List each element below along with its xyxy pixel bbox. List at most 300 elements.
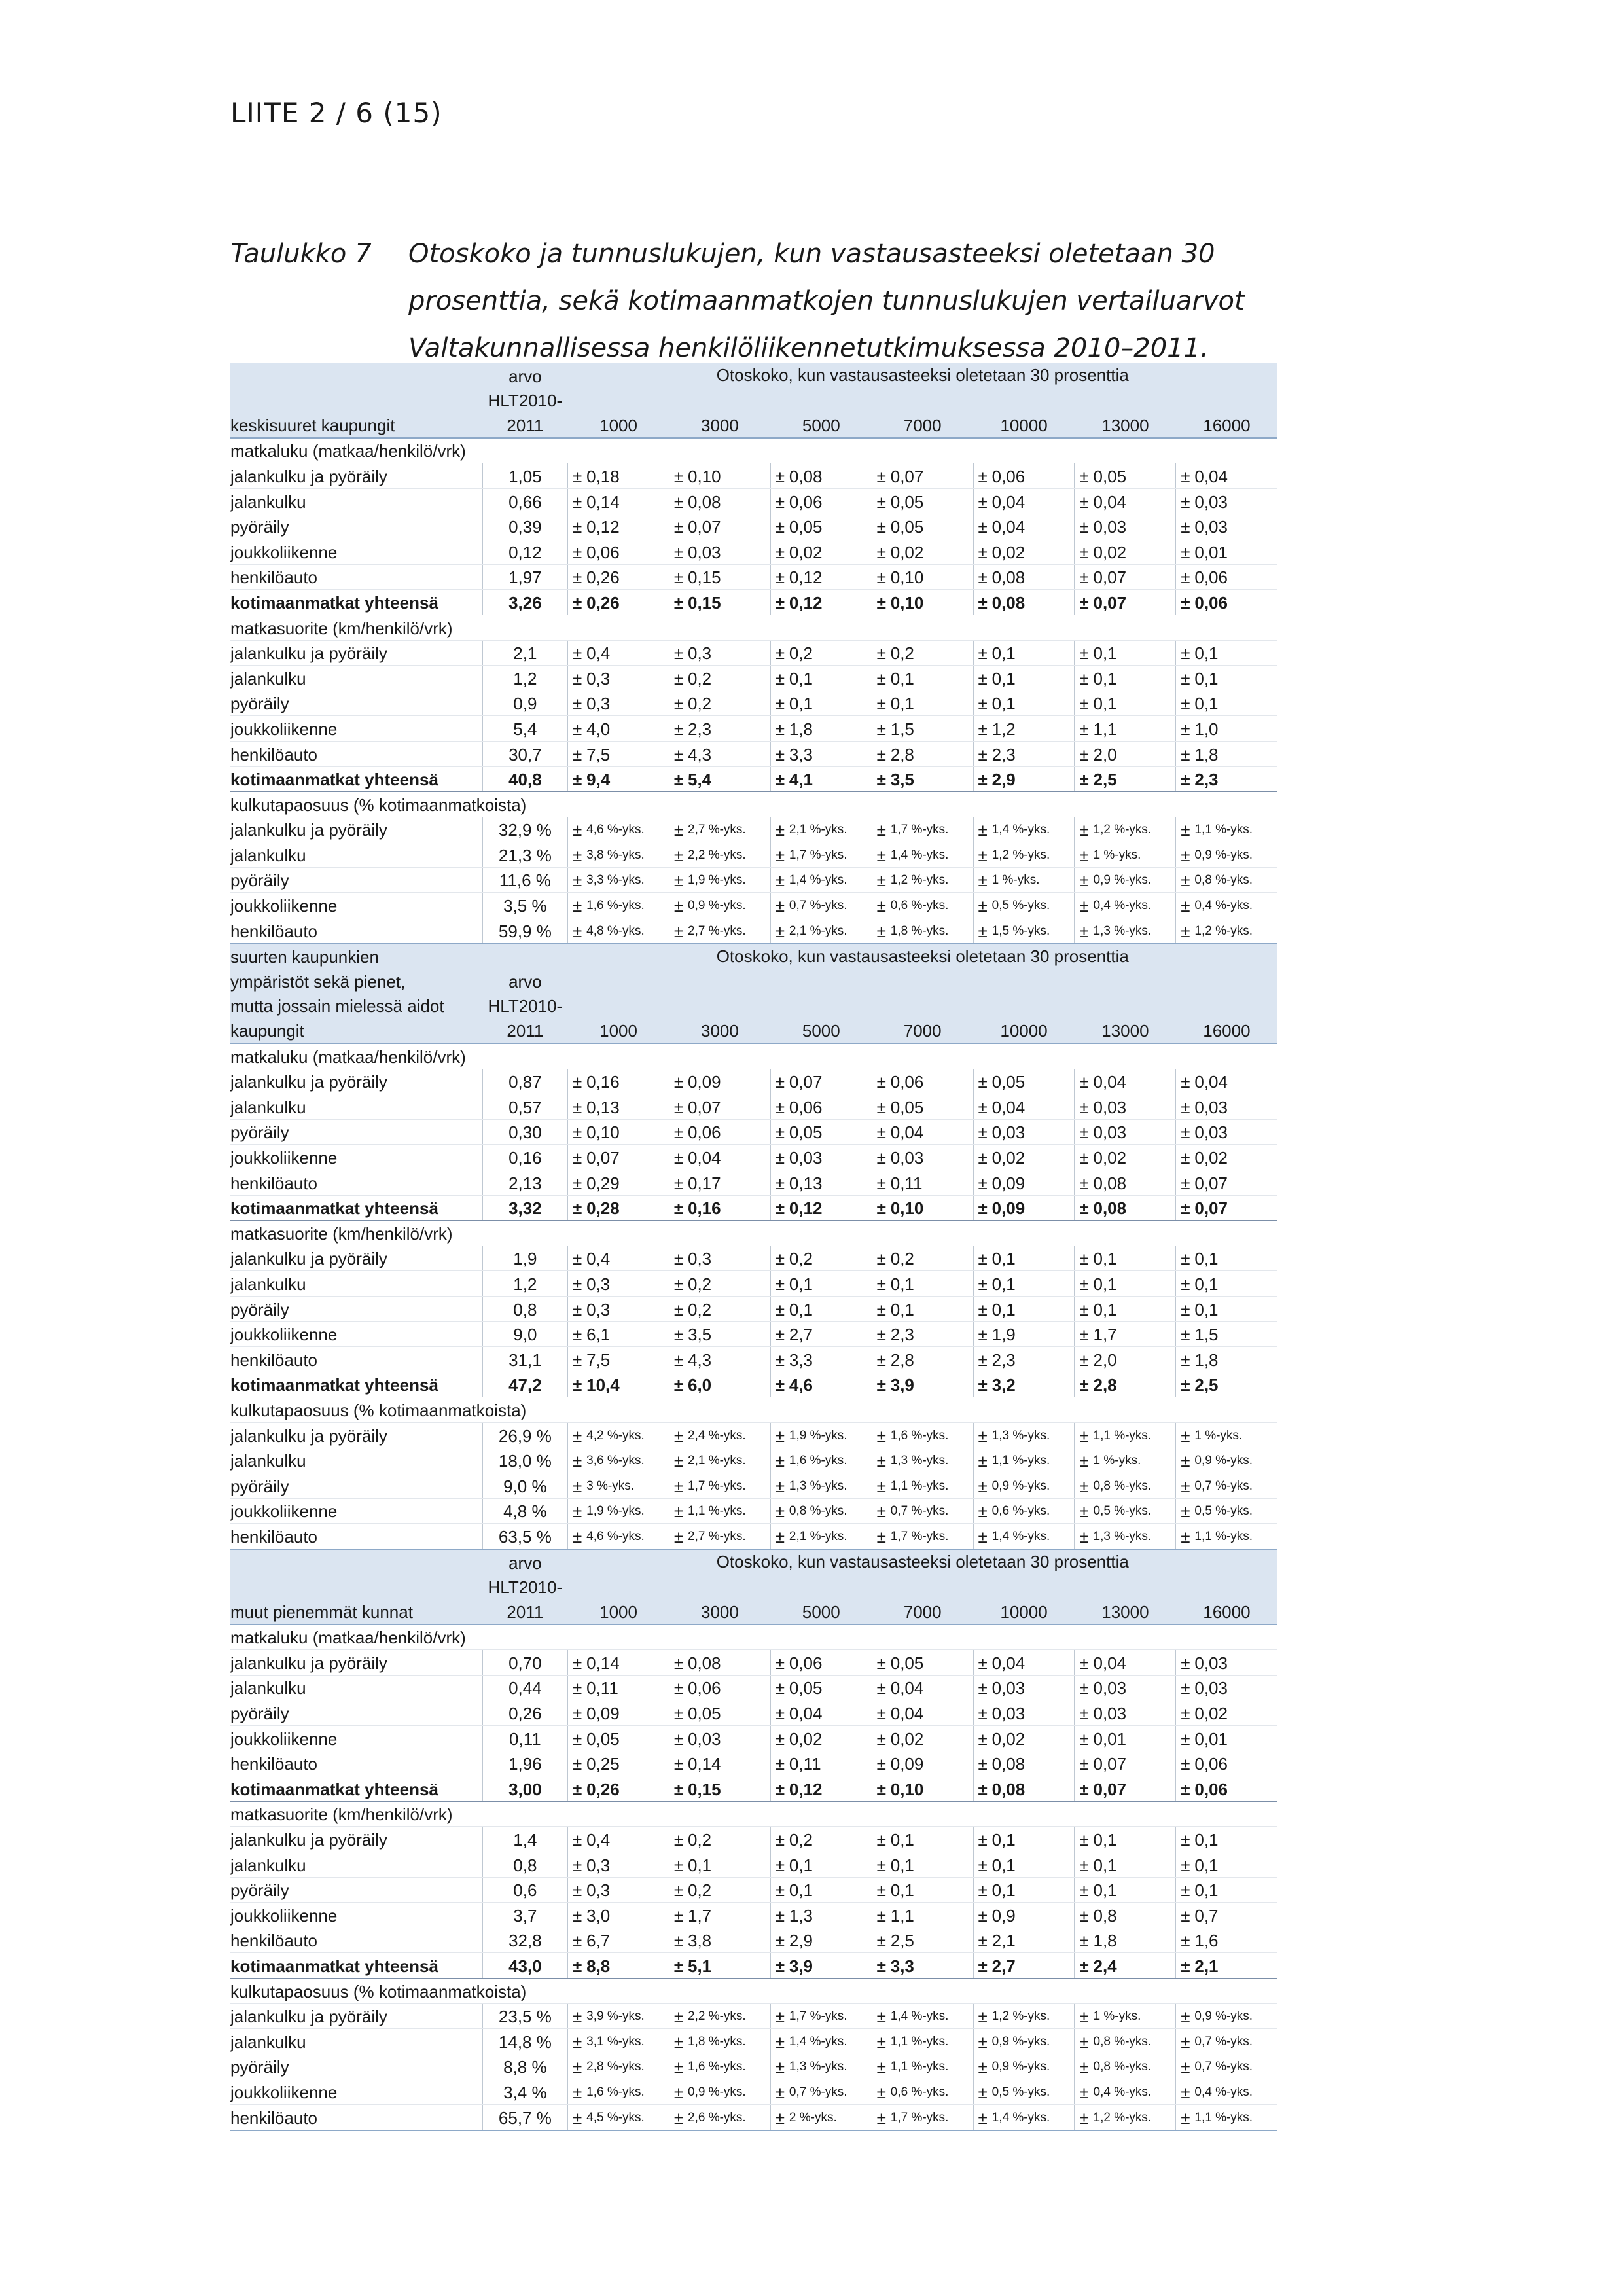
margin-of-error: 1 %-yks. (1094, 842, 1176, 868)
margin-of-error: 2,4 (1094, 1953, 1176, 1979)
row-label: jalankulku ja pyöräily (230, 640, 482, 666)
row-label: joukkoliikenne (230, 893, 482, 918)
plus-minus-sign: ± (1075, 2079, 1094, 2105)
margin-of-error: 8,8 (586, 1953, 669, 1979)
margin-of-error: 0,16 (586, 1069, 669, 1094)
plus-minus-sign: ± (1075, 564, 1094, 590)
plus-minus-sign: ± (568, 590, 587, 615)
row-label: pyöräily (230, 2054, 482, 2079)
margin-of-error: 1,1 %-yks. (992, 1448, 1075, 1473)
margin-of-error: 0,29 (586, 1170, 669, 1196)
plus-minus-sign: ± (1075, 1195, 1094, 1221)
plus-minus-sign: ± (568, 817, 587, 842)
empty-cell (872, 1043, 891, 1069)
row-label: pyöräily (230, 1119, 482, 1145)
plus-minus-sign: ± (1075, 1928, 1094, 1953)
table-row (230, 1903, 1277, 1928)
empty-cell (992, 1979, 1075, 2004)
margin-of-error: 0,03 (891, 1145, 973, 1170)
margin-of-error: 0,9 %-yks. (1194, 1448, 1277, 1473)
margin-of-error: 0,1 (992, 1271, 1075, 1297)
margin-of-error: 0,04 (992, 1094, 1075, 1120)
margin-of-error: 1 %-yks. (1094, 1448, 1176, 1473)
table-row (230, 488, 1277, 514)
row-label: joukkoliikenne (230, 716, 482, 742)
base-value: 0,57 (482, 1094, 567, 1120)
row-label: henkilöauto (230, 1170, 482, 1196)
plus-minus-sign: ± (872, 1852, 891, 1878)
plus-minus-sign: ± (568, 1271, 587, 1297)
plus-minus-sign: ± (1176, 463, 1195, 489)
margin-of-error: 0,06 (992, 463, 1075, 489)
margin-of-error: 0,2 (789, 1827, 872, 1852)
plus-minus-sign: ± (1176, 2003, 1195, 2029)
margin-of-error: 1,1 (1094, 716, 1176, 742)
base-value: 4,8 % (482, 1498, 567, 1524)
plus-minus-sign: ± (872, 1776, 891, 1802)
margin-of-error: 0,03 (1194, 488, 1277, 514)
table-row (230, 564, 1277, 590)
plus-minus-sign: ± (1176, 1928, 1195, 1953)
plus-minus-sign: ± (568, 1903, 587, 1928)
row-label: jalankulku (230, 842, 482, 868)
margin-of-error: 2,7 %-yks. (688, 817, 770, 842)
plus-minus-sign: ± (872, 463, 891, 489)
plus-minus-sign: ± (1176, 1498, 1195, 1524)
empty-cell (973, 1397, 992, 1423)
base-value: 0,16 (482, 1145, 567, 1170)
margin-of-error: 0,25 (586, 1751, 669, 1776)
plus-minus-sign: ± (1176, 1852, 1195, 1878)
margin-of-error: 1,4 %-yks. (891, 2003, 973, 2029)
margin-of-error: 0,09 (992, 1170, 1075, 1196)
margin-of-error: 0,11 (586, 1675, 669, 1700)
margin-of-error: 0,1 (789, 666, 872, 691)
base-value: 31,1 (482, 1347, 567, 1372)
margin-of-error: 2,2 %-yks. (688, 842, 770, 868)
table-row (230, 666, 1277, 691)
margin-of-error: 0,04 (1094, 488, 1176, 514)
empty-cell (770, 438, 789, 463)
table-row (230, 691, 1277, 716)
plus-minus-sign: ± (568, 1498, 587, 1524)
margin-of-error: 0,03 (1194, 1675, 1277, 1700)
margin-of-error: 0,03 (789, 1145, 872, 1170)
margin-of-error: 1,0 (1194, 716, 1277, 742)
margin-of-error: 0,13 (586, 1094, 669, 1120)
margin-of-error: 0,7 %-yks. (1194, 1473, 1277, 1499)
margin-of-error: 3,6 %-yks. (586, 1448, 669, 1473)
base-value: 1,2 (482, 666, 567, 691)
plus-minus-sign: ± (1176, 1145, 1195, 1170)
plus-minus-sign: ± (1176, 514, 1195, 539)
plus-minus-sign: ± (568, 1473, 587, 1499)
margin-of-error: 0,2 (688, 1296, 770, 1321)
plus-minus-sign: ± (1176, 893, 1195, 918)
margin-of-error: 0,2 (688, 666, 770, 691)
row-label: kotimaanmatkat yhteensä (230, 766, 482, 792)
plus-minus-sign: ± (973, 1347, 992, 1372)
base-value: 21,3 % (482, 842, 567, 868)
empty-cell (688, 1801, 770, 1827)
margin-of-error: 0,04 (1194, 1069, 1277, 1094)
sample-size-5000: 5000 (770, 1018, 872, 1043)
margin-of-error: 0,1 (891, 666, 973, 691)
margin-of-error: 0,11 (891, 1170, 973, 1196)
plus-minus-sign: ± (669, 741, 688, 766)
empty-cell (973, 438, 992, 463)
empty-cell (973, 1221, 992, 1246)
empty-cell (973, 615, 992, 640)
margin-of-error: 4,3 (688, 741, 770, 766)
base-value-header (482, 944, 567, 969)
plus-minus-sign: ± (973, 716, 992, 742)
margin-of-error: 0,2 (891, 1246, 973, 1271)
plus-minus-sign: ± (669, 1498, 688, 1524)
plus-minus-sign: ± (973, 817, 992, 842)
margin-of-error: 3,9 %-yks. (586, 2003, 669, 2029)
group-title-row (230, 438, 1277, 463)
empty-cell (872, 792, 891, 817)
margin-of-error: 2,8 (891, 1347, 973, 1372)
margin-of-error: 1,7 %-yks. (688, 1473, 770, 1499)
table-row (230, 1448, 1277, 1473)
plus-minus-sign: ± (1075, 1321, 1094, 1347)
margin-of-error: 0,01 (1194, 1726, 1277, 1751)
margin-of-error: 1,4 %-yks. (992, 817, 1075, 842)
empty-cell (789, 1043, 872, 1069)
plus-minus-sign: ± (669, 1675, 688, 1700)
table-row (230, 1498, 1277, 1524)
margin-of-error: 0,08 (992, 564, 1075, 590)
plus-minus-sign: ± (872, 2079, 891, 2105)
plus-minus-sign: ± (1176, 1321, 1195, 1347)
empty-cell (770, 1979, 789, 2004)
plus-minus-sign: ± (973, 1296, 992, 1321)
plus-minus-sign: ± (1176, 867, 1195, 893)
plus-minus-sign: ± (568, 1170, 587, 1196)
plus-minus-sign: ± (872, 1953, 891, 1979)
margin-of-error: 1,1 (891, 1903, 973, 1928)
empty-cell (586, 1397, 669, 1423)
table-row (230, 1751, 1277, 1776)
margin-of-error: 0,1 (1194, 1852, 1277, 1878)
plus-minus-sign: ± (1176, 1953, 1195, 1979)
margin-of-error: 3,8 %-yks. (586, 842, 669, 868)
plus-minus-sign: ± (872, 1903, 891, 1928)
margin-of-error: 1,7 (1094, 1321, 1176, 1347)
empty-cell (891, 792, 973, 817)
plus-minus-sign: ± (1176, 2054, 1195, 2079)
table-row (230, 1347, 1277, 1372)
base-value: 0,12 (482, 539, 567, 565)
table-row (230, 1145, 1277, 1170)
empty-cell (891, 1801, 973, 1827)
plus-minus-sign: ± (770, 1726, 789, 1751)
plus-minus-sign: ± (770, 1422, 789, 1448)
margin-of-error: 0,02 (789, 539, 872, 565)
empty-cell (1075, 1979, 1094, 2004)
plus-minus-sign: ± (770, 741, 789, 766)
margin-of-error: 0,05 (992, 1069, 1075, 1094)
margin-of-error: 2,8 (1094, 1372, 1176, 1397)
row-label: jalankulku (230, 1448, 482, 1473)
margin-of-error: 2,9 (992, 766, 1075, 792)
plus-minus-sign: ± (669, 1347, 688, 1372)
margin-of-error: 0,8 %-yks. (789, 1498, 872, 1524)
margin-of-error: 2,1 %-yks. (789, 817, 872, 842)
base-value-header: HLT2010- (482, 388, 567, 413)
margin-of-error: 0,4 (586, 1827, 669, 1852)
margin-of-error: 1,3 %-yks. (1094, 1524, 1176, 1549)
margin-of-error: 0,02 (891, 1726, 973, 1751)
margin-of-error: 0,1 (1194, 1827, 1277, 1852)
table-row (230, 1726, 1277, 1751)
margin-of-error: 0,01 (1194, 539, 1277, 565)
plus-minus-sign: ± (872, 1119, 891, 1145)
margin-of-error: 0,1 (992, 666, 1075, 691)
base-value: 8,8 % (482, 2054, 567, 2079)
empty-cell (1194, 1043, 1277, 1069)
empty-cell (872, 438, 891, 463)
margin-of-error: 0,04 (688, 1145, 770, 1170)
margin-of-error: 2,8 %-yks. (586, 2054, 669, 2079)
margin-of-error: 0,08 (992, 590, 1075, 615)
plus-minus-sign: ± (1176, 1271, 1195, 1297)
plus-minus-sign: ± (973, 2003, 992, 2029)
margin-of-error: 3,0 (586, 1903, 669, 1928)
plus-minus-sign: ± (568, 2029, 587, 2054)
margin-of-error: 2,1 %-yks. (789, 1524, 872, 1549)
margin-of-error: 0,3 (688, 1246, 770, 1271)
row-label: henkilöauto (230, 1524, 482, 1549)
area-label: keskisuuret kaupungit (230, 412, 482, 438)
area-table (230, 944, 1277, 1550)
margin-of-error: 1,7 (688, 1903, 770, 1928)
plus-minus-sign: ± (770, 488, 789, 514)
statistics-tables (230, 363, 1277, 2131)
sample-size-16000: 16000 (1176, 1018, 1277, 1043)
margin-of-error: 0,07 (688, 1094, 770, 1120)
plus-minus-sign: ± (973, 564, 992, 590)
plus-minus-sign: ± (872, 539, 891, 565)
empty-cell (669, 1397, 688, 1423)
margin-of-error: 0,14 (586, 1650, 669, 1676)
sample-size-header: Otoskoko, kun vastausasteeksi oletetaan 30 prosenttia (568, 363, 1277, 388)
empty-cell (789, 1801, 872, 1827)
plus-minus-sign: ± (1075, 1650, 1094, 1676)
row-label: kotimaanmatkat yhteensä (230, 1372, 482, 1397)
row-label: henkilöauto (230, 918, 482, 944)
group-title: matkaluku (matkaa/henkilö/vrk) (230, 1043, 586, 1069)
plus-minus-sign: ± (1075, 1296, 1094, 1321)
empty-cell (789, 1979, 872, 2004)
table-row (230, 741, 1277, 766)
margin-of-error: 3,5 (891, 766, 973, 792)
table-row (230, 1170, 1277, 1196)
margin-of-error: 0,3 (586, 691, 669, 716)
margin-of-error: 5,1 (688, 1953, 770, 1979)
plus-minus-sign: ± (1075, 1903, 1094, 1928)
plus-minus-sign: ± (1075, 1776, 1094, 1802)
plus-minus-sign: ± (973, 741, 992, 766)
plus-minus-sign: ± (770, 1498, 789, 1524)
total-row (230, 1953, 1277, 1979)
plus-minus-sign: ± (1075, 640, 1094, 666)
plus-minus-sign: ± (973, 1700, 992, 1726)
sample-size-header: Otoskoko, kun vastausasteeksi oletetaan 30 prosenttia (568, 1550, 1277, 1575)
plus-minus-sign: ± (669, 1069, 688, 1094)
plus-minus-sign: ± (669, 463, 688, 489)
plus-minus-sign: ± (973, 1069, 992, 1094)
plus-minus-sign: ± (669, 1776, 688, 1802)
margin-of-error: 0,05 (1094, 463, 1176, 489)
empty-cell (770, 1043, 789, 1069)
plus-minus-sign: ± (872, 2029, 891, 2054)
margin-of-error: 0,7 %-yks. (789, 2079, 872, 2105)
plus-minus-sign: ± (1075, 1827, 1094, 1852)
table-row (230, 514, 1277, 539)
table-row (230, 539, 1277, 565)
sample-size-7000: 7000 (872, 1018, 973, 1043)
plus-minus-sign: ± (1176, 1069, 1195, 1094)
plus-minus-sign: ± (669, 2054, 688, 2079)
plus-minus-sign: ± (770, 918, 789, 944)
empty-cell (1176, 1624, 1195, 1650)
plus-minus-sign: ± (1176, 640, 1195, 666)
margin-of-error: 6,0 (688, 1372, 770, 1397)
row-label: jalankulku (230, 2029, 482, 2054)
plus-minus-sign: ± (1176, 1726, 1195, 1751)
plus-minus-sign: ± (770, 1650, 789, 1676)
plus-minus-sign: ± (568, 2003, 587, 2029)
margin-of-error: 0,07 (789, 1069, 872, 1094)
empty-cell (669, 1043, 688, 1069)
margin-of-error: 4,6 %-yks. (586, 817, 669, 842)
base-value: 0,30 (482, 1119, 567, 1145)
plus-minus-sign: ± (669, 1650, 688, 1676)
plus-minus-sign: ± (669, 2003, 688, 2029)
margin-of-error: 1,6 (1194, 1928, 1277, 1953)
row-label: jalankulku ja pyöräily (230, 1650, 482, 1676)
sample-size-3000: 3000 (669, 412, 770, 438)
plus-minus-sign: ± (1075, 867, 1094, 893)
margin-of-error: 0,11 (789, 1751, 872, 1776)
plus-minus-sign: ± (872, 1170, 891, 1196)
plus-minus-sign: ± (872, 1650, 891, 1676)
plus-minus-sign: ± (1176, 1700, 1195, 1726)
empty-cell (688, 1624, 770, 1650)
plus-minus-sign: ± (669, 640, 688, 666)
margin-of-error: 0,8 %-yks. (1194, 867, 1277, 893)
empty-cell (891, 1043, 973, 1069)
empty-cell (770, 792, 789, 817)
plus-minus-sign: ± (568, 1877, 587, 1903)
margin-of-error: 0,10 (891, 564, 973, 590)
plus-minus-sign: ± (1075, 691, 1094, 716)
margin-of-error: 0,8 (1094, 1903, 1176, 1928)
plus-minus-sign: ± (872, 1372, 891, 1397)
margin-of-error: 0,9 %-yks. (688, 2079, 770, 2105)
margin-of-error: 0,05 (789, 1675, 872, 1700)
plus-minus-sign: ± (669, 1700, 688, 1726)
margin-of-error: 0,1 (992, 1852, 1075, 1878)
plus-minus-sign: ± (770, 1524, 789, 1549)
plus-minus-sign: ± (973, 1751, 992, 1776)
base-value: 1,9 (482, 1246, 567, 1271)
margin-of-error: 0,06 (1194, 564, 1277, 590)
margin-of-error: 0,06 (789, 488, 872, 514)
margin-of-error: 1,1 %-yks. (688, 1498, 770, 1524)
empty-cell (891, 1624, 973, 1650)
plus-minus-sign: ± (669, 1246, 688, 1271)
plus-minus-sign: ± (669, 691, 688, 716)
margin-of-error: 1,1 %-yks. (891, 2054, 973, 2079)
area-label (230, 388, 482, 413)
base-value: 5,4 (482, 716, 567, 742)
row-label: jalankulku (230, 488, 482, 514)
margin-of-error: 0,1 (992, 640, 1075, 666)
margin-of-error: 0,2 (789, 640, 872, 666)
margin-of-error: 0,10 (891, 1195, 973, 1221)
margin-of-error: 0,04 (891, 1675, 973, 1700)
table-row (230, 2054, 1277, 2079)
margin-of-error: 0,1 (1194, 1271, 1277, 1297)
plus-minus-sign: ± (568, 1145, 587, 1170)
empty-cell (688, 438, 770, 463)
plus-minus-sign: ± (770, 590, 789, 615)
base-value-header: HLT2010- (482, 1575, 567, 1600)
plus-minus-sign: ± (669, 1524, 688, 1549)
header-row (230, 994, 1277, 1018)
empty-cell (1075, 1397, 1094, 1423)
margin-of-error: 0,08 (1094, 1195, 1176, 1221)
base-value: 0,87 (482, 1069, 567, 1094)
plus-minus-sign: ± (872, 741, 891, 766)
plus-minus-sign: ± (568, 1246, 587, 1271)
empty-cell (992, 1624, 1075, 1650)
sample-size-10000: 10000 (973, 412, 1075, 438)
margin-of-error: 1 %-yks. (1194, 1422, 1277, 1448)
row-label: jalankulku (230, 1675, 482, 1700)
base-value: 1,05 (482, 463, 567, 489)
margin-of-error: 6,7 (586, 1928, 669, 1953)
plus-minus-sign: ± (872, 564, 891, 590)
plus-minus-sign: ± (669, 1296, 688, 1321)
row-label: jalankulku ja pyöräily (230, 1069, 482, 1094)
group-title: matkasuorite (km/henkilö/vrk) (230, 1801, 586, 1827)
table-row (230, 1928, 1277, 1953)
row-label: henkilöauto (230, 1928, 482, 1953)
margin-of-error: 0,03 (992, 1119, 1075, 1145)
margin-of-error: 1,6 %-yks. (891, 1422, 973, 1448)
margin-of-error: 0,14 (586, 488, 669, 514)
plus-minus-sign: ± (1075, 1852, 1094, 1878)
empty-cell (669, 1624, 688, 1650)
margin-of-error: 0,1 (1194, 666, 1277, 691)
group-title: matkaluku (matkaa/henkilö/vrk) (230, 438, 586, 463)
table-row (230, 1524, 1277, 1549)
empty-cell (669, 792, 688, 817)
base-value: 0,8 (482, 1852, 567, 1878)
row-label: pyöräily (230, 1700, 482, 1726)
plus-minus-sign: ± (1075, 1145, 1094, 1170)
margin-of-error: 0,1 (789, 1877, 872, 1903)
empty-cell (1176, 438, 1195, 463)
plus-minus-sign: ± (1176, 1296, 1195, 1321)
margin-of-error: 7,5 (586, 741, 669, 766)
empty-cell (992, 1221, 1075, 1246)
